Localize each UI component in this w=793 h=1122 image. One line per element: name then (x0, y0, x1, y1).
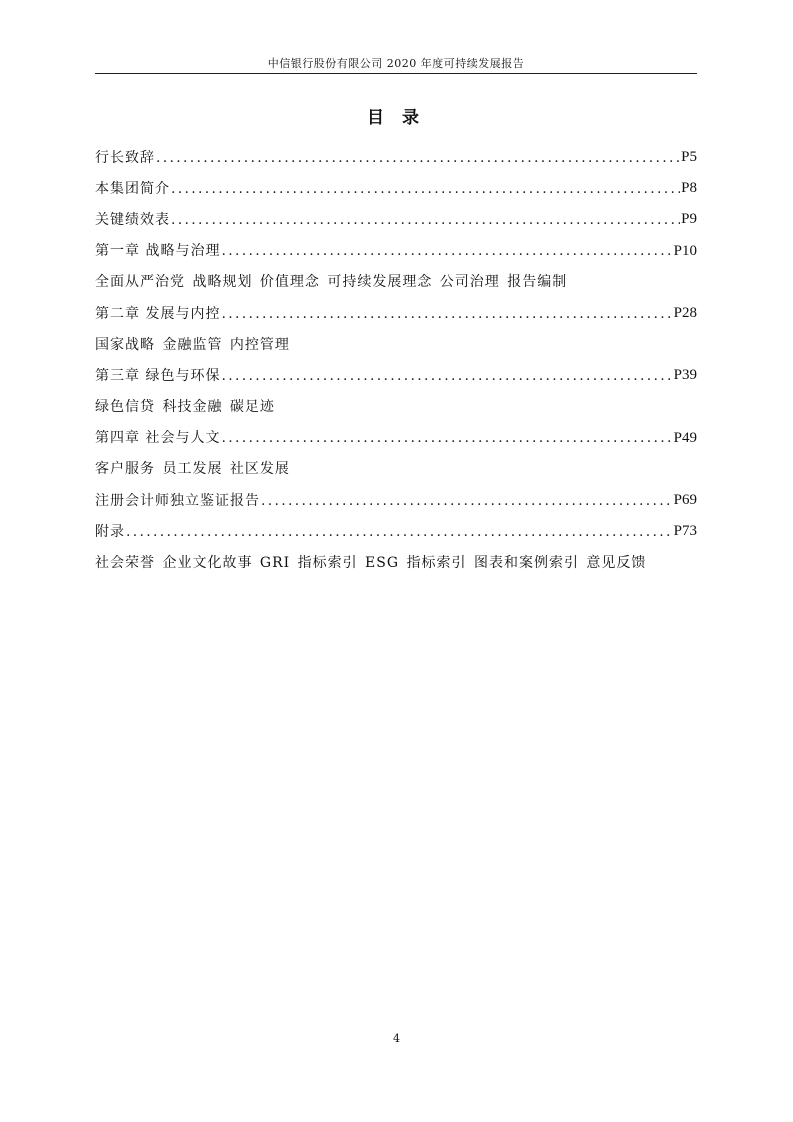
toc-subtopics (95, 267, 697, 298)
toc-entry-page: P73 (673, 523, 697, 540)
toc-entry-page: P69 (673, 492, 697, 509)
toc-subtopics-label: 全面从严治党 战略规划 价值理念 可持续发展理念 公司治理 报告编制 (95, 274, 568, 291)
toc-entry-page: P10 (673, 242, 697, 259)
toc-entry-page: P5 (681, 149, 697, 166)
toc-entry-label: 行长致辞 (95, 149, 155, 166)
toc-subtopics-label: 客户服务 员工发展 社区发展 (95, 461, 290, 478)
toc-entry-page: P28 (673, 305, 697, 322)
page-header: 中信银行股份有限公司 2020 年度可持续发展报告 (267, 57, 525, 70)
toc-entry[interactable] (95, 516, 697, 547)
header-divider (95, 73, 697, 74)
table-of-contents (95, 142, 697, 579)
toc-dot-leader (126, 525, 673, 539)
page-number: 4 (393, 1032, 400, 1045)
toc-dot-leader (221, 369, 672, 383)
toc-subtopics (95, 329, 697, 360)
toc-entry-page: P9 (681, 211, 697, 228)
toc-subtopics (95, 454, 697, 485)
toc-dot-leader (221, 307, 672, 321)
toc-entry-label: 第四章 社会与人文 (95, 430, 221, 447)
toc-subtopics (95, 547, 697, 578)
toc-dot-leader (171, 182, 680, 196)
toc-entry-page: P8 (681, 180, 697, 197)
toc-entry[interactable] (95, 142, 697, 173)
toc-entry[interactable] (95, 204, 697, 235)
toc-dot-leader (156, 151, 680, 165)
toc-title: 目 录 (367, 108, 425, 128)
toc-entry-label: 注册会计师独立鉴证报告 (95, 492, 260, 509)
toc-entry[interactable] (95, 423, 697, 454)
toc-entry-label: 第一章 战略与治理 (95, 243, 221, 260)
toc-entry-page: P39 (673, 367, 697, 384)
toc-entry-label: 附录 (95, 523, 125, 540)
toc-subtopics-label: 国家战略 金融监管 内控管理 (95, 336, 290, 353)
toc-subtopics (95, 392, 697, 423)
toc-dot-leader (171, 213, 680, 227)
toc-entry-label: 第三章 绿色与环保 (95, 367, 221, 384)
toc-dot-leader (221, 244, 672, 258)
toc-subtopics-label: 绿色信贷 科技金融 碳足迹 (95, 399, 275, 416)
toc-dot-leader (261, 494, 673, 508)
toc-entry[interactable] (95, 173, 697, 204)
toc-entry-label: 本集团简介 (95, 180, 170, 197)
toc-dot-leader (221, 431, 672, 445)
toc-entry[interactable] (95, 360, 697, 391)
toc-subtopics-label: 社会荣誉 企业文化故事 GRI 指标索引 ESG 指标索引 图表和案例索引 意见反馈 (95, 555, 647, 572)
toc-entry-label: 第二章 发展与内控 (95, 305, 221, 322)
toc-entry[interactable] (95, 485, 697, 516)
toc-entry-page: P49 (673, 429, 697, 446)
toc-entry-label: 关键绩效表 (95, 211, 170, 228)
toc-entry[interactable] (95, 298, 697, 329)
toc-entry[interactable] (95, 236, 697, 267)
